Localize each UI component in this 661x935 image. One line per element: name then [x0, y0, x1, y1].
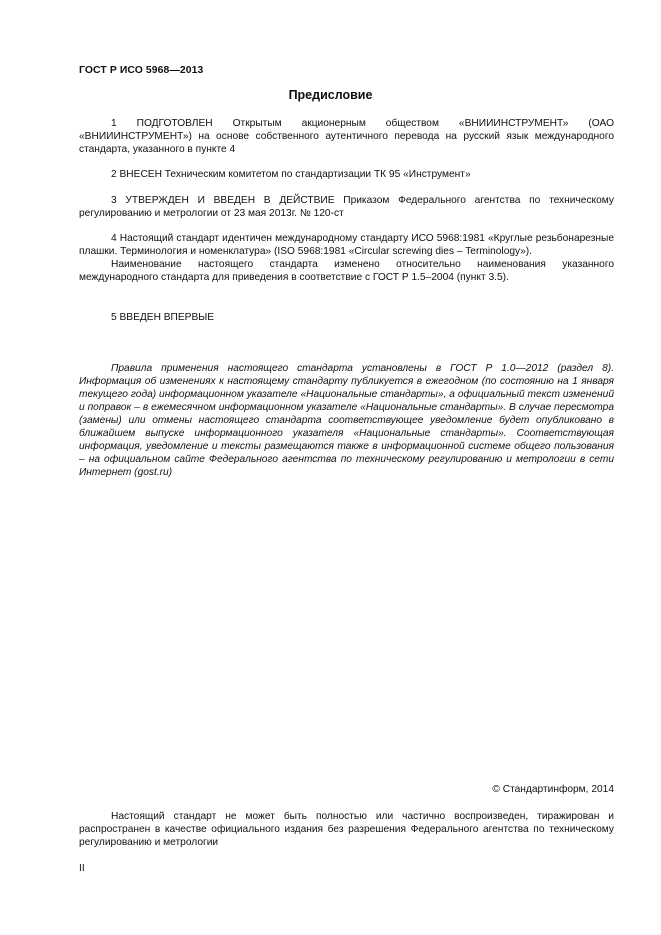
paragraph-approved: 3 УТВЕРЖДЕН И ВВЕДЕН В ДЕЙСТВИЕ Приказом Федерального агентства по техническому регулированию и метрологии от 23 мая 2013г. № 120-ст [79, 195, 614, 219]
paragraph-introduced-first: 5 ВВЕДЕН ВПЕРВЫЕ [111, 312, 215, 323]
paragraph-1-block [79, 117, 614, 156]
paragraph-4-block [79, 232, 614, 284]
application-rules-notice: Правила применения настоящего стандарта установлены в ГОСТ Р 1.0—2012 (раздел 8). Информация об изменениях к настоящему стандарту публикуется в ежегодном (по состоянию на 1 января текущего года) информационном указателе «Национальные стандарты», а официальный текст изменений и поправок – в ежемесячном информационном указателе «Национальные стандарты». В случае пересмотра (замены) или отмены настоящего стандарта соответствующее уведомление будет опубликовано в ближайшем выпуске информационного указателя «Национальные стандарты». Соответствующая информация, уведомление и тексты размещаются также в информационной системе общего пользования – на официальном сайте Федерального агентства по техническому регулированию и метрологии в сети Интернет (gost.ru) [79, 363, 614, 478]
reproduction-notice: Настоящий стандарт не может быть полностью или частично воспроизведен, тиражирован и распространен в качестве официального издания без разрешения Федерального агентства по техническому регулированию и метрологии [79, 811, 614, 848]
copyright-line: © Стандартинформ, 2014 [492, 784, 614, 795]
paragraph-prepared-by: 1 ПОДГОТОВЛЕН Открытым акционерным обществом «ВНИИИНСТРУМЕНТ» (ОАО «ВНИИИНСТРУМЕНТ») на основе собственного аутентичного перевода на русский язык международного стандарта, указанного в пункте 4 [79, 118, 614, 155]
paragraph-5-block [79, 311, 614, 324]
paragraph-name-changed: Наименование настоящего стандарта изменено относительно наименования указанного международного стандарта для приведения в соответствие с ГОСТ Р 1.5–2004 (пункт 3.5). [79, 259, 614, 283]
paragraph-2-block [79, 168, 614, 181]
page-number: II [79, 863, 85, 874]
paragraph-identical-standard: 4 Настоящий стандарт идентичен международному стандарту ИСО 5968:1981 «Круглые резьбонарезные плашки. Терминология и номенклатура» (ISO 5968:1981 «Circular screwing dies – Terminology»). [79, 233, 614, 257]
paragraph-3-block [79, 194, 614, 220]
page-title: Предисловие [288, 88, 373, 102]
notice-block [79, 362, 614, 479]
standard-code-header: ГОСТ Р ИСО 5968—2013 [79, 65, 204, 76]
paragraph-submitted-by: 2 ВНЕСЕН Техническим комитетом по стандартизации ТК 95 «Инструмент» [111, 169, 471, 180]
reproduction-block [79, 810, 614, 849]
